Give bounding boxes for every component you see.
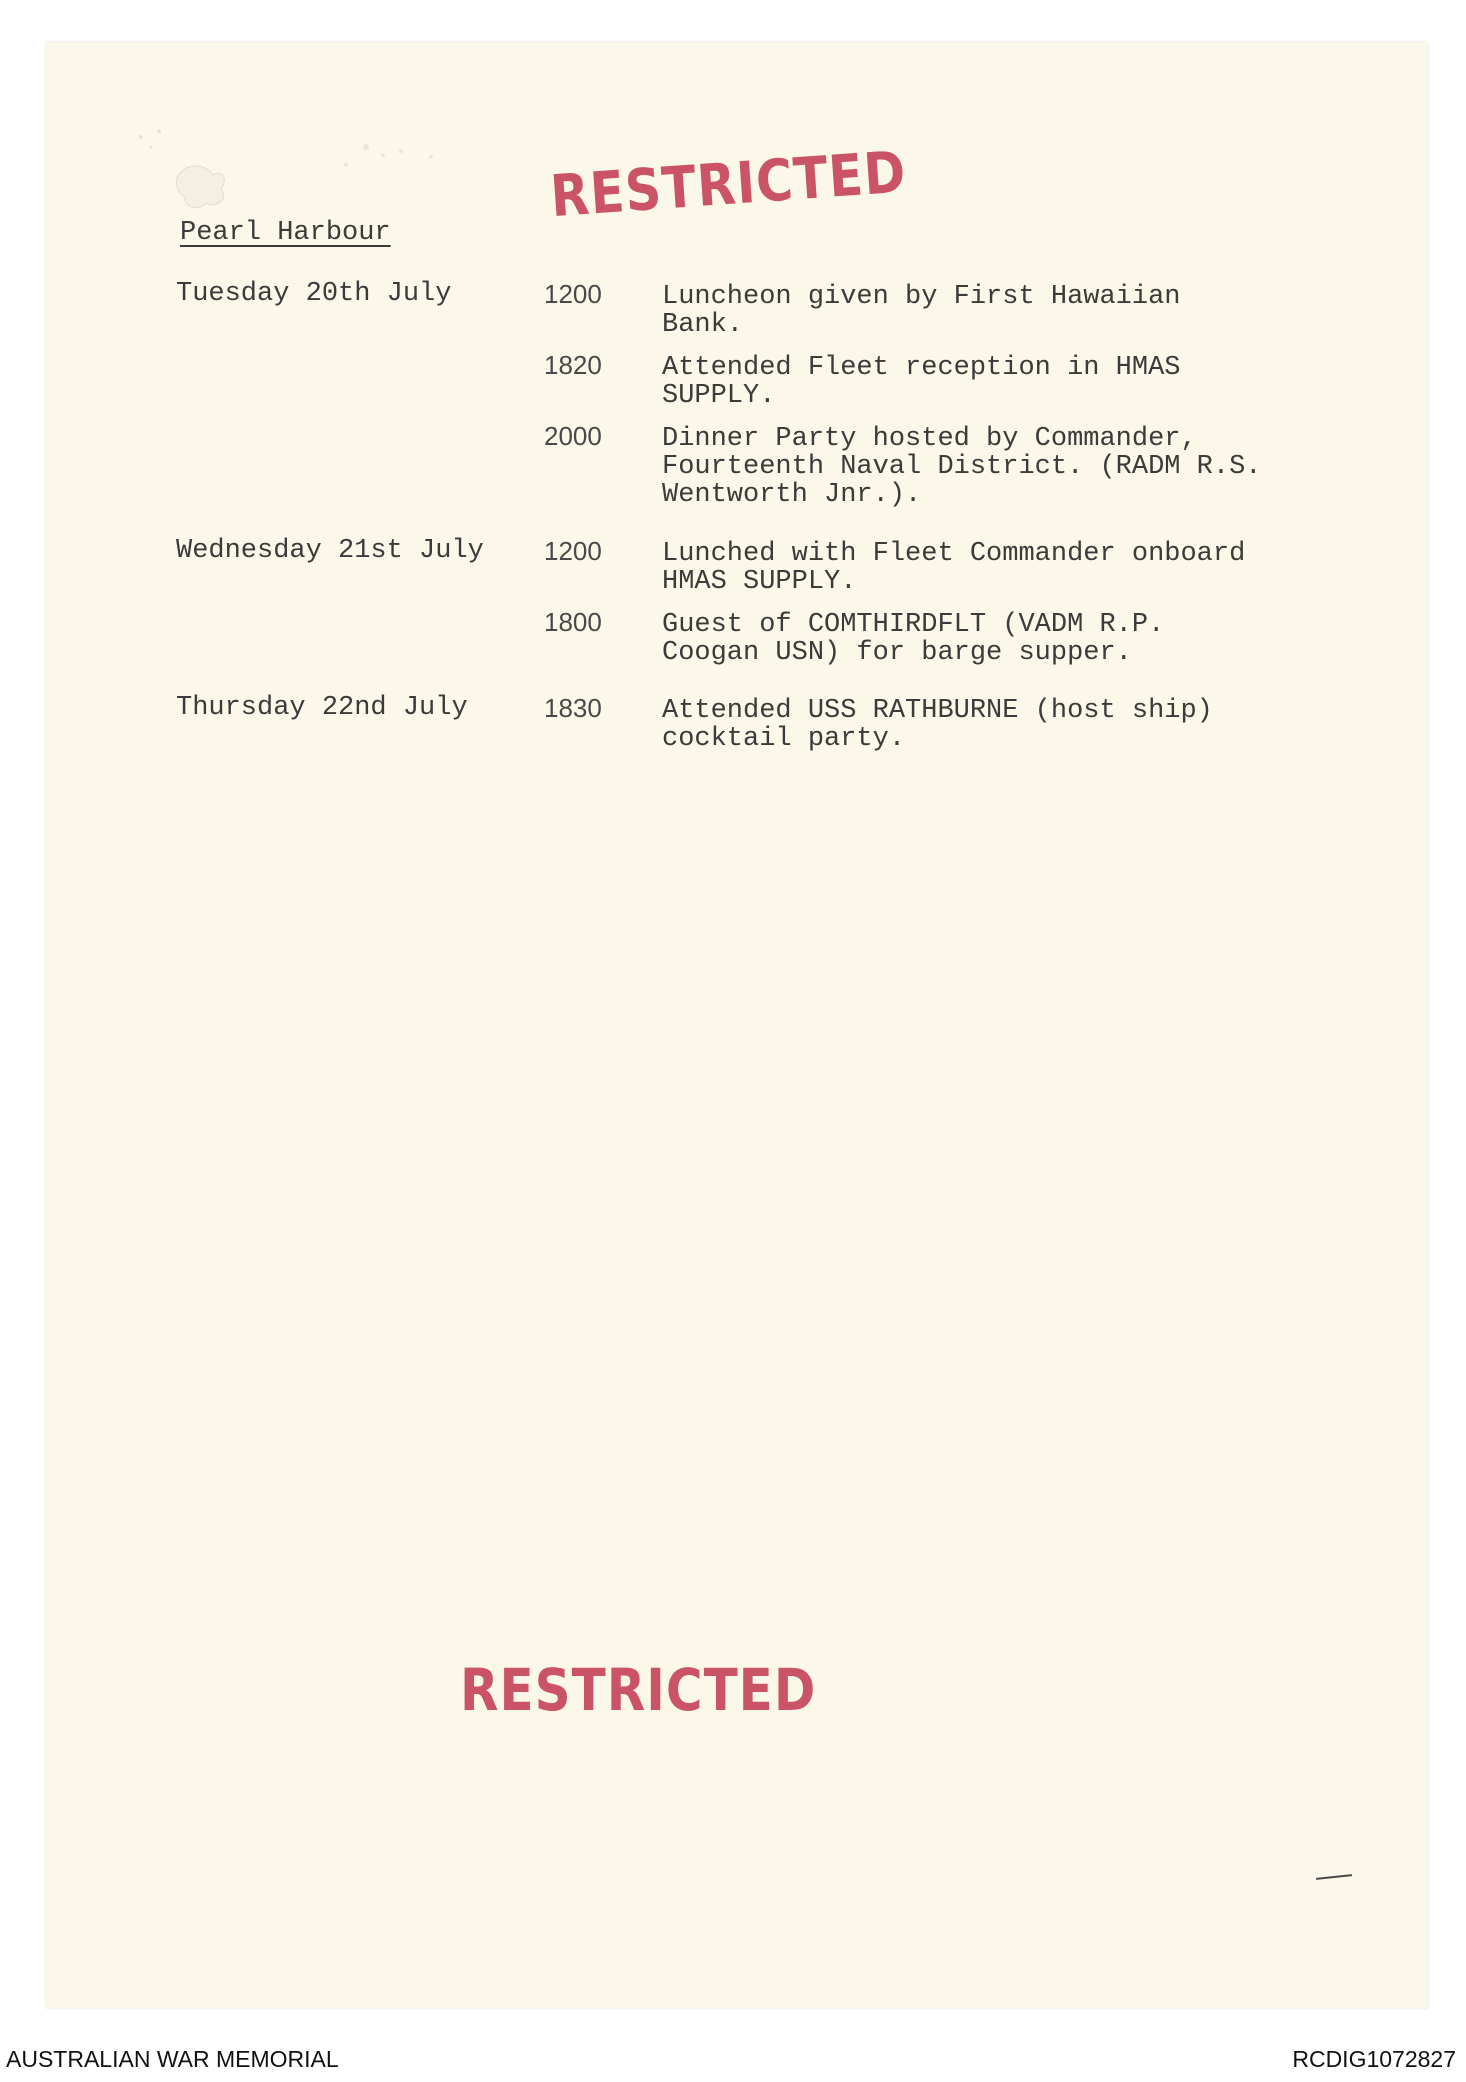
restricted-stamp-top: RESTRICTED <box>548 138 909 230</box>
entry-description: Dinner Party hosted by Commander, Fourteenth Naval District. (RADM R.S. Wentworth Jnr.). <box>662 424 1262 510</box>
archive-id: RCDIG1072827 <box>1292 2046 1456 2072</box>
archive-credit: AUSTRALIAN WAR MEMORIAL <box>6 2046 339 2072</box>
entry-description: Luncheon given by First Hawaiian Bank. <box>662 282 1181 340</box>
entry-day: Tuesday 20th July <box>176 279 452 309</box>
entry-day: Thursday 22nd July <box>176 693 468 723</box>
entry-time: 1830 <box>544 693 602 723</box>
entry-description: Lunched with Fleet Commander onboard HMAS SUPPLY. <box>662 539 1246 597</box>
entry-description: Attended USS RATHBURNE (host ship) cocktail party. <box>662 696 1213 754</box>
entry-time: 1820 <box>544 350 602 380</box>
entry-day: Wednesday 21st July <box>176 536 484 566</box>
location-heading: Pearl Harbour <box>180 218 391 248</box>
pen-mark <box>1316 1874 1352 1880</box>
restricted-stamp-bottom: RESTRICTED <box>460 1657 817 1724</box>
entry-description: Attended Fleet reception in HMAS SUPPLY. <box>662 353 1181 411</box>
entry-time: 1200 <box>544 279 602 309</box>
entry-time: 1200 <box>544 536 602 566</box>
entry-time: 1800 <box>544 607 602 637</box>
entry-time: 2000 <box>544 421 602 451</box>
entry-description: Guest of COMTHIRDFLT (VADM R.P. Coogan USN) for barge supper. <box>662 610 1165 668</box>
